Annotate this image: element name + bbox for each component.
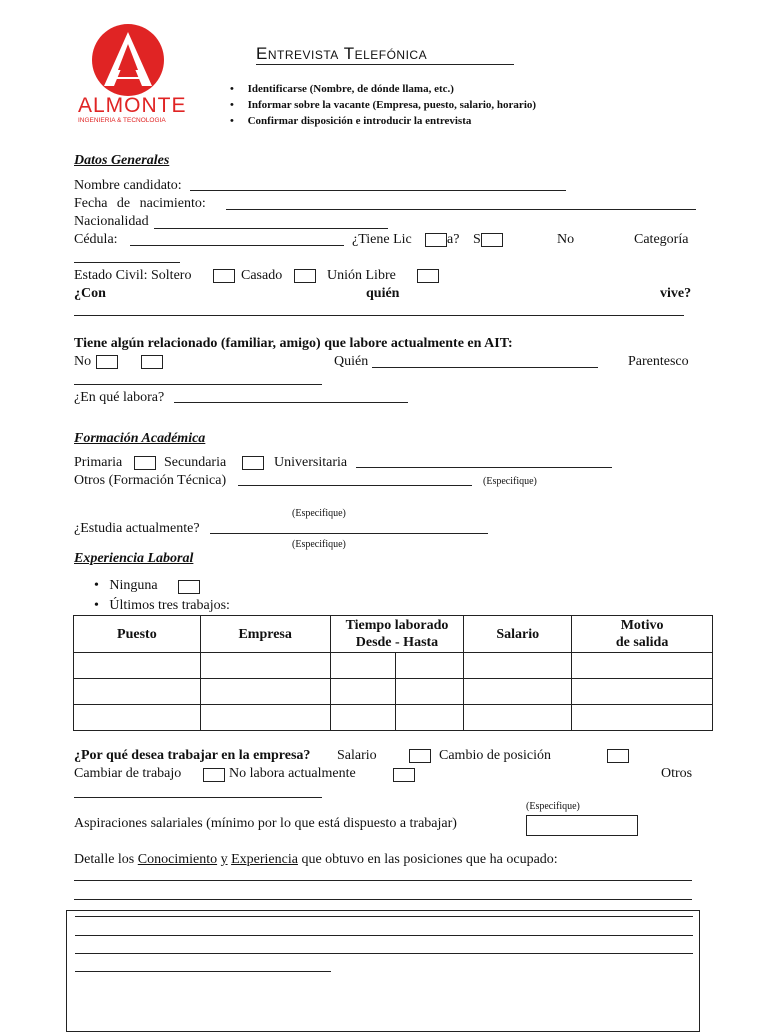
detalle-label: Detalle los Conocimiento y Experiencia que obtuvo en las posiciones que ha ocupado: [74, 852, 558, 867]
relacionado-question: Tiene algún relacionado (familiar, amigo) que labore actualmente en AIT: [74, 336, 513, 351]
union-libre-label: Unión Libre [327, 268, 396, 283]
razon-salario-label: Salario [337, 748, 377, 763]
soltero-checkbox[interactable] [213, 269, 235, 283]
detalle-line-2[interactable] [74, 899, 692, 900]
section-datos-generales: Datos Generales [74, 153, 170, 168]
intro-bullet-3: • Confirmar disposición e introducir la entrevista [230, 115, 472, 127]
con-quien-field[interactable] [74, 315, 684, 316]
relacionado-no-checkbox[interactable] [96, 355, 118, 369]
logo-brand: ALMONTE [78, 94, 187, 117]
detalle-line-1[interactable] [74, 880, 692, 881]
table-cell[interactable] [396, 653, 464, 679]
table-cell[interactable] [464, 653, 572, 679]
con-quien-label-1: ¿Con [74, 286, 106, 301]
con-quien-label-3: vive? [660, 286, 692, 301]
relacionado-no-label: No [74, 354, 92, 369]
licencia-no-label: No [557, 232, 575, 247]
casado-label: Casado [241, 268, 283, 283]
secundaria-checkbox[interactable] [242, 456, 264, 470]
col-tiempo-laborado: Tiempo laborado Desde - Hasta [330, 616, 464, 653]
nacionalidad-field[interactable] [154, 228, 388, 229]
no-labora-checkbox[interactable] [393, 768, 415, 782]
estudia-field[interactable] [210, 533, 488, 534]
notes-line[interactable] [75, 916, 693, 917]
secundaria-label: Secundaria [164, 455, 227, 470]
quien-field[interactable] [372, 367, 598, 368]
table-cell[interactable] [74, 653, 201, 679]
razon-salario-checkbox[interactable] [409, 749, 431, 763]
intro-bullet-1: • Identificarse (Nombre, de dónde llama, etc.) [230, 83, 454, 95]
aspiraciones-label: Aspiraciones salariales (mínimo por lo que está dispuesto a trabajar) [74, 816, 457, 831]
categoria-field[interactable] [74, 262, 180, 263]
cambio-posicion-label: Cambio de posición [439, 748, 551, 763]
page-title: Entrevista Telefónica [256, 44, 514, 65]
table-cell[interactable] [330, 679, 396, 705]
notes-line[interactable] [75, 953, 693, 954]
razon-question: ¿Por qué desea trabajar en la empresa? [74, 748, 311, 763]
section-experiencia-laboral: Experiencia Laboral [74, 551, 194, 566]
union-libre-checkbox[interactable] [417, 269, 439, 283]
jobs-table [73, 615, 713, 731]
table-cell[interactable] [396, 679, 464, 705]
cambiar-trabajo-label: Cambiar de trabajo [74, 766, 182, 781]
razon-especifique-note: (Especifique) [526, 801, 580, 812]
col-empresa: Empresa [200, 616, 330, 653]
otros-formacion-label: Otros (Formación Técnica) [74, 473, 227, 488]
razon-otros-field[interactable] [74, 797, 322, 798]
table-cell[interactable] [572, 653, 713, 679]
jobs-table-header [74, 616, 713, 653]
logo-emblem-icon [74, 22, 186, 102]
nacionalidad-label: Nacionalidad [74, 214, 149, 229]
table-row [74, 679, 713, 705]
con-quien-label-2: quién [366, 286, 400, 301]
table-cell[interactable] [330, 705, 396, 731]
no-labora-label: No labora actualmente [229, 766, 356, 781]
licencia-label: ¿Tiene Lic [352, 232, 412, 247]
table-cell[interactable] [200, 705, 330, 731]
cedula-label: Cédula: [74, 232, 118, 247]
table-cell[interactable] [396, 705, 464, 731]
licencia-si-checkbox[interactable] [481, 233, 503, 247]
table-cell[interactable] [572, 705, 713, 731]
section-formacion-academica: Formación Académica [74, 431, 206, 446]
table-cell[interactable] [200, 679, 330, 705]
categoria-label: Categoría [634, 232, 689, 247]
primaria-label: Primaria [74, 455, 123, 470]
col-puesto: Puesto [74, 616, 201, 653]
licencia-checkbox[interactable] [425, 233, 447, 247]
table-row [74, 705, 713, 731]
licencia-label-end: a? [447, 232, 460, 247]
notes-line[interactable] [75, 971, 331, 972]
intro-bullet-2: • Informar sobre la vacante (Empresa, puesto, salario, horario) [230, 99, 537, 111]
col-salario: Salario [464, 616, 572, 653]
quien-label: Quién [334, 354, 369, 369]
relacionado-si-checkbox[interactable] [141, 355, 163, 369]
aspiraciones-field[interactable] [526, 815, 638, 836]
table-cell[interactable] [74, 679, 201, 705]
razon-otros-label: Otros [661, 766, 693, 781]
nombre-label: Nombre candidato: [74, 178, 182, 193]
notes-line[interactable] [75, 935, 693, 936]
fecha-label: Fecha de nacimiento: [74, 196, 206, 211]
ninguna-item: • Ninguna [94, 578, 158, 593]
especifique-note-2: (Especifique) [292, 508, 346, 519]
table-cell[interactable] [330, 653, 396, 679]
casado-checkbox[interactable] [294, 269, 316, 283]
table-cell[interactable] [464, 679, 572, 705]
company-logo [74, 22, 186, 126]
cambiar-trabajo-checkbox[interactable] [203, 768, 225, 782]
parentesco-label: Parentesco [628, 354, 689, 369]
cambio-posicion-checkbox[interactable] [607, 749, 629, 763]
table-cell[interactable] [200, 653, 330, 679]
notes-box [66, 910, 700, 1032]
universitaria-field[interactable] [356, 467, 612, 468]
fecha-field[interactable] [226, 209, 696, 210]
table-cell[interactable] [74, 705, 201, 731]
primaria-checkbox[interactable] [134, 456, 156, 470]
en-que-labora-field[interactable] [174, 402, 408, 403]
nombre-field[interactable] [190, 190, 566, 191]
estado-civil-label: Estado Civil: Soltero [74, 268, 192, 283]
ninguna-checkbox[interactable] [178, 580, 200, 594]
col-motivo-salida: Motivo de salida [572, 616, 713, 653]
table-row [74, 653, 713, 679]
otros-formacion-field[interactable] [238, 485, 472, 486]
table-cell[interactable] [464, 705, 572, 731]
estudia-label: ¿Estudia actualmente? [74, 521, 200, 536]
table-cell[interactable] [572, 679, 713, 705]
parentesco-field[interactable] [74, 384, 322, 385]
especifique-note-3: (Especifique) [292, 539, 346, 550]
ultimos-trabajos-item: • Últimos tres trabajos: [94, 598, 230, 613]
en-que-labora-label: ¿En qué labora? [74, 390, 165, 405]
universitaria-label: Universitaria [274, 455, 348, 470]
licencia-si-label: S [473, 232, 481, 247]
cedula-field[interactable] [130, 245, 344, 246]
especifique-note-1: (Especifique) [483, 476, 537, 487]
logo-tagline: INGENIERIA & TECNOLOGIA [78, 117, 166, 124]
